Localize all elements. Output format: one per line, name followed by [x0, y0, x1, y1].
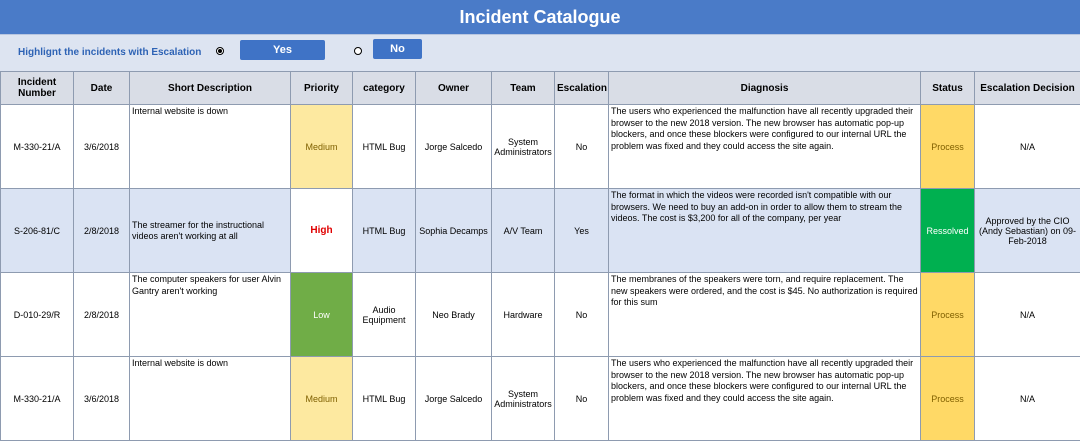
header-priority[interactable]: Priority — [291, 72, 353, 105]
cell-escalation-decision[interactable]: N/A — [975, 357, 1080, 441]
table-row — [1, 105, 1080, 189]
header-diagnosis[interactable]: Diagnosis — [609, 72, 921, 105]
cell-status[interactable]: Process — [921, 273, 975, 357]
cell-short-description[interactable]: The streamer for the instructional videos aren't working at all — [130, 189, 291, 273]
table-header-row — [1, 72, 1080, 105]
cell-team[interactable]: System Administrators — [492, 357, 555, 441]
escalation-filter-label: Highlignt the incidents with Escalation — [18, 47, 201, 58]
header-date[interactable]: Date — [74, 72, 130, 105]
header-owner[interactable]: Owner — [416, 72, 492, 105]
cell-priority[interactable]: High — [291, 189, 353, 273]
cell-escalation-decision[interactable]: Approved by the CIO (Andy Sebastian) on 09-Feb-2018 — [975, 189, 1080, 273]
cell-escalation[interactable]: Yes — [555, 189, 609, 273]
cell-team[interactable]: Hardware — [492, 273, 555, 357]
cell-date[interactable]: 2/8/2018 — [74, 273, 130, 357]
cell-priority[interactable]: Low — [291, 273, 353, 357]
cell-diagnosis[interactable]: The users who experienced the malfunction have all recently upgraded their browser to the new 2018 version. The new browser has automatic pop-up blockers, and once these blockers were configured to our internal URL the problem was fixed and they could access the site again. — [609, 105, 921, 189]
cell-escalation[interactable]: No — [555, 273, 609, 357]
header-category[interactable]: category — [353, 72, 416, 105]
cell-status[interactable]: Process — [921, 357, 975, 441]
page-title: Incident Catalogue — [459, 7, 620, 28]
header-short-description[interactable]: Short Description — [130, 72, 291, 105]
cell-short-description[interactable]: Internal website is down — [130, 357, 291, 441]
cell-escalation[interactable]: No — [555, 105, 609, 189]
yes-button[interactable]: Yes — [240, 40, 325, 60]
cell-diagnosis[interactable]: The format in which the videos were recorded isn't compatible with our browsers. We need to buy an add-on in order to allow them to stream the videos. The cost is $3,200 for all of the company, per year — [609, 189, 921, 273]
cell-incident-number[interactable]: M-330-21/A — [1, 105, 74, 189]
title-bar — [0, 0, 1080, 34]
cell-owner[interactable]: Sophia Decamps — [416, 189, 492, 273]
cell-category[interactable]: HTML Bug — [353, 357, 416, 441]
cell-category[interactable]: HTML Bug — [353, 105, 416, 189]
table-row — [1, 189, 1080, 273]
header-incident-number[interactable]: Incident Number — [1, 72, 74, 105]
cell-team[interactable]: A/V Team — [492, 189, 555, 273]
radio-no[interactable] — [354, 47, 362, 55]
header-status[interactable]: Status — [921, 72, 975, 105]
cell-short-description[interactable]: Internal website is down — [130, 105, 291, 189]
cell-escalation-decision[interactable]: N/A — [975, 273, 1080, 357]
cell-escalation-decision[interactable]: N/A — [975, 105, 1080, 189]
cell-owner[interactable]: Neo Brady — [416, 273, 492, 357]
cell-category[interactable]: HTML Bug — [353, 189, 416, 273]
cell-priority[interactable]: Medium — [291, 357, 353, 441]
cell-status[interactable]: Ressolved — [921, 189, 975, 273]
cell-owner[interactable]: Jorge Salcedo — [416, 357, 492, 441]
no-button[interactable]: No — [373, 39, 422, 59]
cell-short-description[interactable]: The computer speakers for user Alvin Gantry aren't working — [130, 273, 291, 357]
cell-incident-number[interactable]: M-330-21/A — [1, 357, 74, 441]
cell-diagnosis[interactable]: The users who experienced the malfunction have all recently upgraded their browser to the new 2018 version. The new browser has automatic pop-up blockers, and once these blockers were configured to our internal URL the problem was fixed and they could access the site again. — [609, 357, 921, 441]
header-escalation[interactable]: Escalation — [555, 72, 609, 105]
cell-team[interactable]: System Administrators — [492, 105, 555, 189]
cell-incident-number[interactable]: S-206-81/C — [1, 189, 74, 273]
cell-priority[interactable]: Medium — [291, 105, 353, 189]
cell-date[interactable]: 2/8/2018 — [74, 189, 130, 273]
cell-date[interactable]: 3/6/2018 — [74, 105, 130, 189]
incident-table — [0, 71, 1080, 441]
cell-date[interactable]: 3/6/2018 — [74, 357, 130, 441]
header-escalation-decision[interactable]: Escalation Decision — [975, 72, 1080, 105]
header-team[interactable]: Team — [492, 72, 555, 105]
cell-escalation[interactable]: No — [555, 357, 609, 441]
cell-diagnosis[interactable]: The membranes of the speakers were torn, and require replacement. The new speakers were ordered, and the cost is $45. No authorization is required for this sum — [609, 273, 921, 357]
cell-owner[interactable]: Jorge Salcedo — [416, 105, 492, 189]
cell-status[interactable]: Process — [921, 105, 975, 189]
table-row — [1, 357, 1080, 441]
table-row — [1, 273, 1080, 357]
cell-incident-number[interactable]: D-010-29/R — [1, 273, 74, 357]
radio-yes[interactable] — [216, 47, 224, 55]
cell-category[interactable]: Audio Equipment — [353, 273, 416, 357]
escalation-filter-bar — [0, 34, 1080, 72]
